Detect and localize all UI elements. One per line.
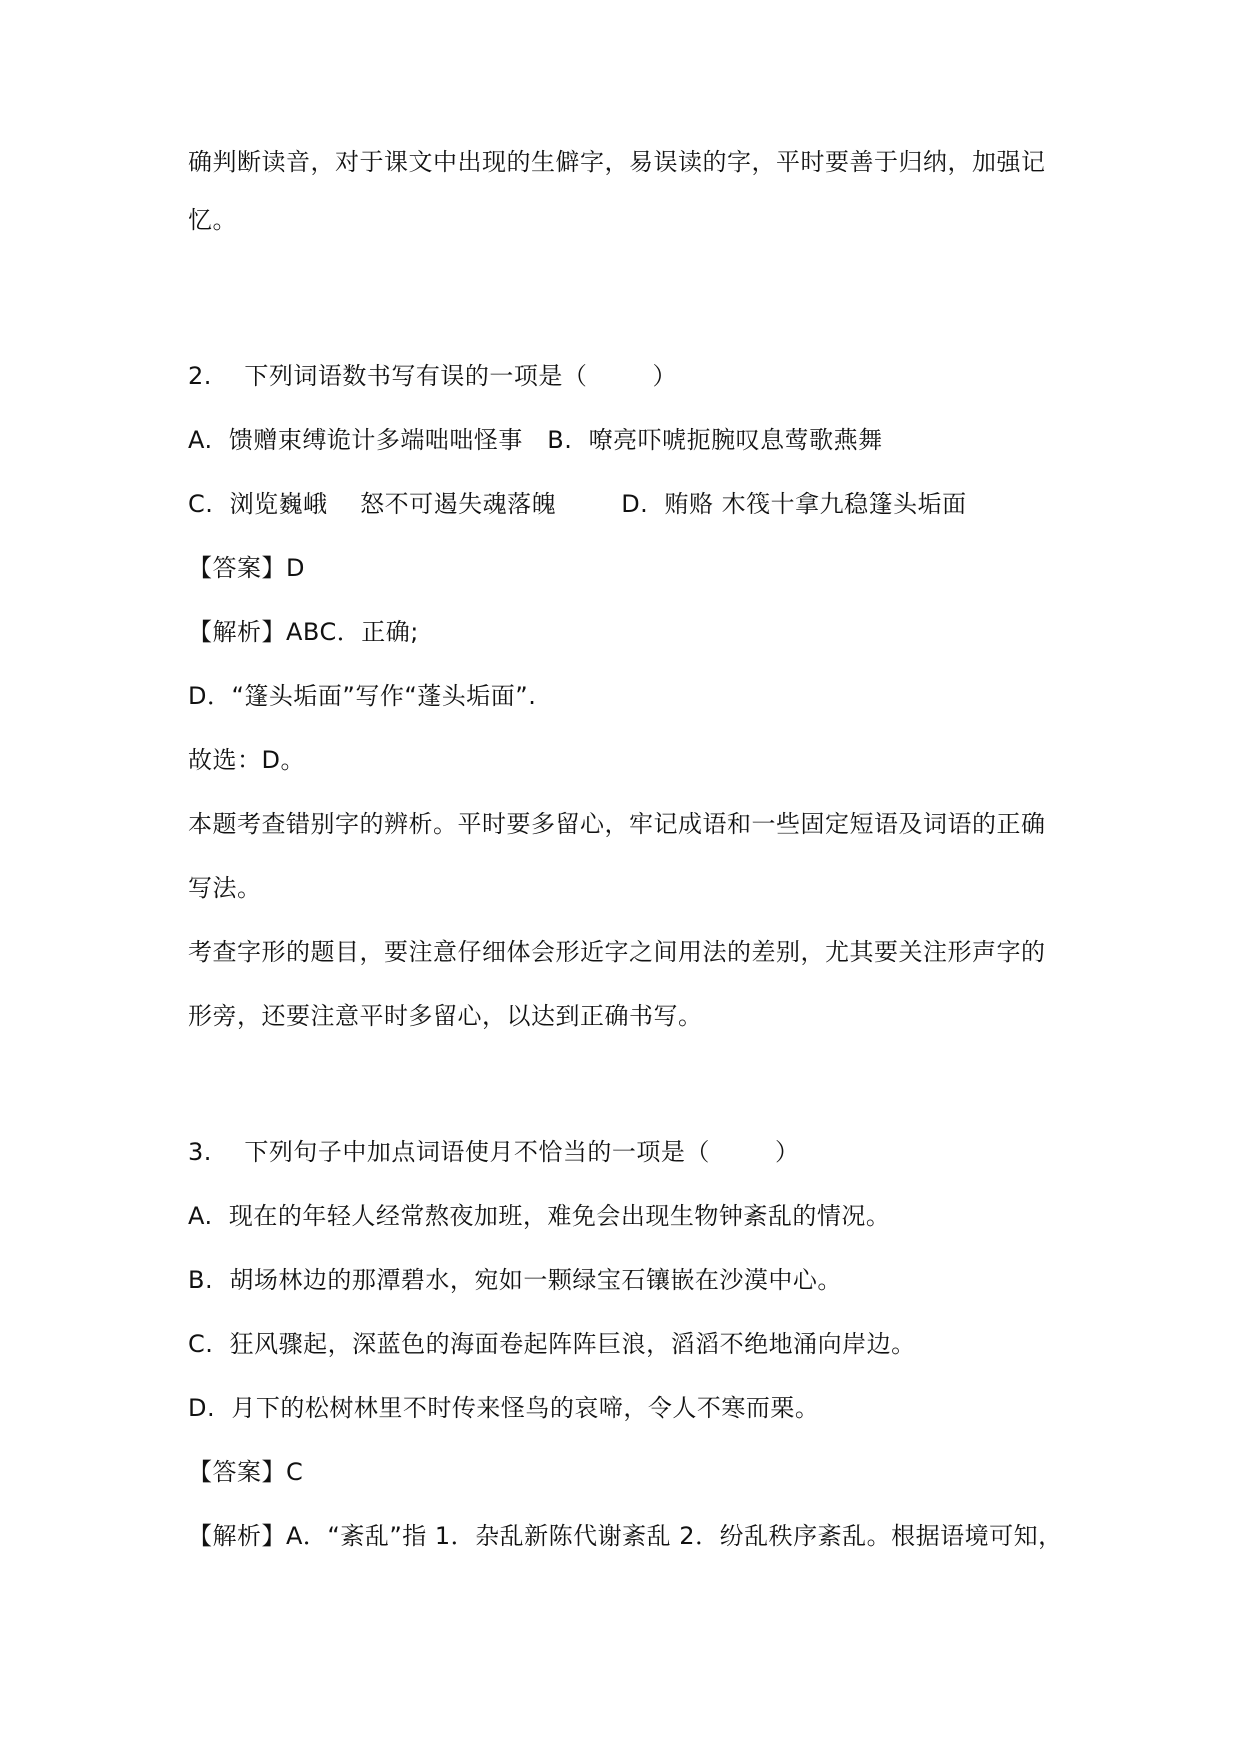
question-2-analysis-1: 【解析】ABC．正确; <box>188 618 419 646</box>
question-2-conclusion: 故选：D。 <box>188 746 305 774</box>
question-2-stem: 2. 下列词语数书写有误的一项是（ ） <box>188 362 677 390</box>
question-2-note-3: 考查字形的题目，要注意仔细体会形近字之间用法的差别，尤其要关注形声字的 <box>188 938 1046 966</box>
question-2-answer: 【答案】D <box>188 554 305 582</box>
question-3-option-b: B. 胡场林边的那潭碧水，宛如一颗绿宝石镶嵌在沙漠中心。 <box>188 1266 842 1294</box>
question-2-note-2: 写法。 <box>188 874 262 902</box>
question-3-option-c: C. 狂风骤起，深蓝色的海面卷起阵阵巨浪，滔滔不绝地涌向岸边。 <box>188 1330 916 1358</box>
question-3-stem: 3. 下列句子中加点词语使月不恰当的一项是（ ） <box>188 1138 800 1166</box>
question-2-options-ab: A. 馈赠束缚诡计多端咄咄怪事 B. 嘹亮吓唬扼腕叹息莺歌燕舞 <box>188 426 883 454</box>
question-2-note-1: 本题考查错别字的辨析。平时要多留心，牢记成语和一些固定短语及词语的正确 <box>188 810 1046 838</box>
intro-line-2: 忆。 <box>188 206 237 234</box>
question-2-options-cd: C. 浏览巍峨 怒不可遏失魂落魄 D. 贿赂 木筏十拿九稳篷头垢面 <box>188 490 967 518</box>
question-3-option-a: A. 现在的年轻人经常熬夜加班，难免会出现生物钟紊乱的情况。 <box>188 1202 891 1230</box>
question-2-analysis-2: D．“篷头垢面”写作“蓬头垢面”. <box>188 682 537 710</box>
question-2-note-4: 形旁，还要注意平时多留心，以达到正确书写。 <box>188 1002 703 1030</box>
question-3-option-d: D. 月下的松树林里不时传来怪鸟的哀啼，令人不寒而栗。 <box>188 1394 820 1422</box>
intro-line-1: 确判断读音，对于课文中出现的生僻字，易误读的字，平时要善于归纳，加强记 <box>188 148 1046 176</box>
question-3-answer: 【答案】C <box>188 1458 304 1486</box>
question-3-analysis-1: 【解析】A．“紊乱”指 1．杂乱新陈代谢紊乱 2．纷乱秩序紊乱。根据语境可知， <box>188 1522 1063 1550</box>
